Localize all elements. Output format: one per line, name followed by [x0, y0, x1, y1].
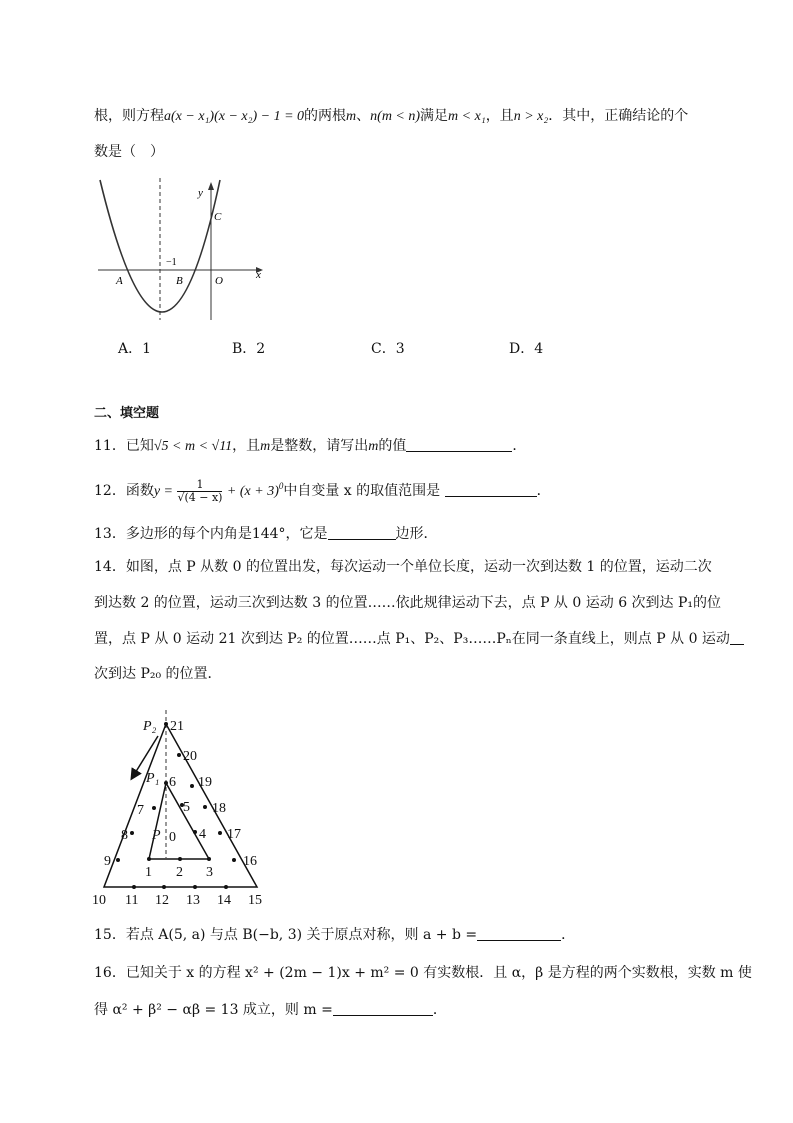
q13-text: 13．多边形的每个内角是144°，它是 [94, 526, 328, 542]
label-0: 0 [169, 830, 176, 845]
label-3: 3 [206, 865, 213, 880]
option-d[interactable]: D．4 [509, 341, 544, 357]
graph-label-y: y [198, 187, 203, 199]
label-16: 16 [243, 854, 257, 869]
q13-answer-blank[interactable] [328, 525, 396, 540]
q10-text-b: 的两根 [304, 108, 347, 124]
label-4: 4 [199, 827, 206, 842]
label-21: 21 [170, 719, 184, 734]
label-11: 11 [125, 893, 139, 908]
q10-cond1: m < x₁ [448, 109, 486, 124]
dot-11 [132, 885, 136, 889]
q12-frac-num: 1 [177, 479, 222, 492]
label-1: 1 [145, 865, 152, 880]
dot-16 [232, 858, 236, 862]
dot-4 [193, 830, 197, 834]
label-12: 12 [155, 893, 169, 908]
label-5: 5 [183, 800, 190, 815]
q12-line [94, 476, 551, 504]
q14-line3-text: 置，点 P 从 0 运动 21 次到达 P₂ 的位置……点 P₁、P₂、P₃……Pₙ在同一条直线上，则点 P 从 0 运动 [94, 631, 730, 647]
q15-text: 15．若点 A(5, a) 与点 B(−b, 3) 关于原点对称，则 a + b = [94, 927, 478, 943]
q14-line2: 到达数 2 的位置，运动三次到达数 3 的位置……依此规律运动下去，点 P 从 0 运动 6 次到达 P₁的位 [94, 595, 722, 611]
q10-text-a: 根，则方程 [94, 108, 164, 124]
q10-equation: a(x − x₁)(x − x₂) − 1 = 0 [164, 109, 305, 124]
label-p: P [152, 828, 161, 843]
q10-cond2: n > x₂ [513, 109, 549, 124]
dot-20 [177, 753, 181, 757]
label-14: 14 [217, 893, 231, 908]
section-title: 二、填空题 [94, 406, 160, 421]
graph-label-a: A [116, 275, 123, 287]
q14-line4: 次到达 P₂₀ 的位置． [94, 666, 222, 682]
label-18: 18 [212, 801, 226, 816]
parabola-graph [94, 174, 269, 324]
q11-ineq: √5 < m < √11 [153, 439, 233, 454]
option-b[interactable]: B．2 [232, 341, 266, 357]
q16-period: ． [432, 1002, 447, 1018]
q11-m2: m [368, 439, 379, 454]
q13-end: 边形． [395, 526, 438, 542]
q12-num: 12．函数 [94, 483, 154, 499]
dot-1 [147, 857, 151, 861]
q10-m: m [346, 109, 357, 124]
q15-period: ． [561, 927, 576, 943]
triangle-figure [88, 708, 278, 908]
q10-line2: 数是（ ） [94, 144, 164, 160]
q10-text-e: ．其中，正确结论的个 [548, 108, 689, 124]
label-p2: P₂ [143, 719, 157, 734]
dot-21 [164, 722, 168, 726]
label-17: 17 [227, 827, 241, 842]
q14-answer-blank[interactable] [730, 630, 744, 645]
q14-line3 [94, 629, 744, 649]
q12-frac-den: √(4 − x) [177, 490, 223, 504]
label-6: 6 [169, 775, 176, 790]
q11-mid: ，且 [232, 438, 261, 454]
dot-2 [178, 857, 182, 861]
q11-text: 是整数，请写出 [270, 438, 369, 454]
q10-line1 [94, 106, 688, 127]
dot-18 [203, 805, 207, 809]
q11-end: 的值 [378, 438, 407, 454]
q11-line [94, 436, 526, 457]
dot-8 [130, 831, 134, 835]
q12-y: y = [153, 484, 173, 499]
label-19: 19 [198, 775, 212, 790]
label-8: 8 [121, 828, 128, 843]
label-2: 2 [176, 865, 183, 880]
q10-text-c: 满足 [420, 108, 449, 124]
q11-period: ． [512, 438, 527, 454]
q12-answer-blank[interactable] [445, 482, 537, 497]
option-c[interactable]: C．3 [371, 341, 405, 357]
dot-6 [164, 781, 168, 785]
dot-14 [224, 885, 228, 889]
graph-label-x: x [256, 269, 261, 281]
dot-3 [207, 857, 211, 861]
dot-9 [116, 858, 120, 862]
q11-answer-blank[interactable] [406, 437, 512, 452]
q16-answer-blank[interactable] [333, 1001, 433, 1016]
middle-triangle [149, 783, 209, 859]
q11-num: 11．已知 [94, 438, 154, 454]
label-13: 13 [186, 893, 200, 908]
q16-line1: 16．已知关于 x 的方程 x² + (2m − 1)x + m² = 0 有实数根．且 α，β 是方程的两个实数根，实数 m 使 [94, 965, 752, 981]
q12-exp: 0 [278, 481, 284, 491]
dot-17 [218, 831, 222, 835]
q13-line [94, 524, 438, 544]
q12-fraction [177, 479, 222, 504]
q16-line2-text: 得 α² + β² − αβ = 13 成立，则 m = [94, 1002, 333, 1018]
q12-text: 中自变量 x 的取值范围是 [283, 483, 441, 499]
q12-plus: + (x + 3) [226, 484, 279, 499]
label-p1: P₁ [146, 771, 160, 786]
label-10: 10 [92, 893, 106, 908]
q10-text-d: ，且 [485, 108, 514, 124]
q15-line [94, 925, 575, 945]
q10-n-cond: n(m < n) [370, 109, 421, 124]
dot-13 [193, 885, 197, 889]
graph-label-c: C [214, 211, 222, 223]
q10-sep: 、 [356, 108, 371, 124]
option-a[interactable]: A．1 [118, 341, 152, 357]
graph-label-minus1: −1 [166, 257, 177, 268]
dot-12 [162, 885, 166, 889]
label-20: 20 [183, 749, 197, 764]
q12-period: ． [536, 483, 551, 499]
graph-label-o: O [215, 275, 223, 287]
q15-answer-blank[interactable] [477, 926, 561, 941]
label-7: 7 [137, 803, 144, 818]
y-axis-arrow [208, 182, 214, 190]
q11-m: m [260, 439, 271, 454]
dot-19 [190, 784, 194, 788]
label-15: 15 [248, 893, 262, 908]
q16-line2 [94, 1000, 447, 1020]
label-9: 9 [104, 854, 111, 869]
q14-line1: 14．如图，点 P 从数 0 的位置出发，每次运动一个单位长度，运动一次到达数 1 的位置，运动二次 [94, 559, 712, 575]
graph-label-b: B [176, 275, 183, 287]
dot-7 [152, 806, 156, 810]
